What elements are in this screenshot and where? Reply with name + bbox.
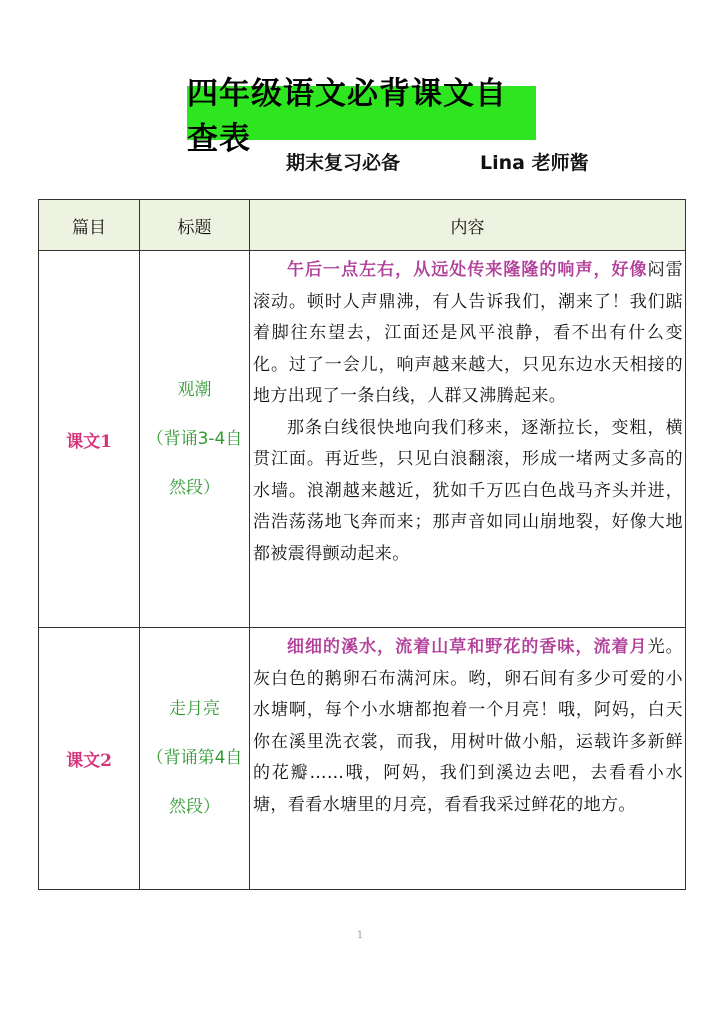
content-paragraph xyxy=(253,632,683,821)
content-paragraph xyxy=(253,255,683,413)
row-content xyxy=(250,628,686,890)
highlight-text: 午后一点左右，从远处传来隆隆的响声，好像 xyxy=(287,260,648,280)
subtitle-bar xyxy=(0,148,720,178)
row-label: 课文1 xyxy=(39,251,140,628)
row-title-line: 然段） xyxy=(169,797,220,817)
highlight-text: 细细的溪水，流着山草和野花的香味，流着月 xyxy=(287,637,648,657)
row-title-line: （背诵第4自 xyxy=(146,748,243,768)
header-section: 篇目 xyxy=(39,200,140,251)
table-row xyxy=(39,628,686,890)
recitation-table xyxy=(38,199,686,890)
table-header-row xyxy=(39,200,686,251)
subtitle-author: Lina 老师酱 xyxy=(480,152,589,174)
row-title xyxy=(140,251,250,628)
table-row xyxy=(39,251,686,628)
content-paragraph: 那条白线很快地向我们移来，逐渐拉长，变粗，横贯江面。再近些，只见白浪翻滚，形成一堵两丈多高的水墙。浪潮越来越近，犹如千万匹白色战马齐头并进，浩浩荡荡地飞奔而来；那声音如同山崩地裂，好像大地都被震得颤动起来。 xyxy=(253,417,683,564)
row-title-line: 走月亮 xyxy=(169,699,220,719)
row-title xyxy=(140,628,250,890)
row-title-line: 观潮 xyxy=(177,379,212,400)
body-text: 闷雷滚动。顿时人声鼎沸，有人告诉我们，潮来了！我们踮着脚往东望去，江面还是风平浪静，看不出有什么变化。过了一会儿，响声越来越大，只见东边水天相接的地方出现了一条白线，人群又沸腾起来。 xyxy=(253,260,683,406)
header-title: 标题 xyxy=(140,200,250,251)
row-title-line: （背诵3-4自 xyxy=(146,428,243,449)
row-label: 课文2 xyxy=(39,628,140,890)
title-banner xyxy=(187,76,536,157)
body-text: 光。灰白色的鹅卵石布满河床。哟，卵石间有多少可爱的小水塘啊，每个小水塘都抱着一个月亮！哦，阿妈，白天你在溪里洗衣裳，而我，用树叶做小船，运载许多新鲜的花瓣……哦，阿妈，我们到溪边去吧，去看看小水塘，看看水塘里的月亮，看看我采过鲜花的地方。 xyxy=(253,637,683,815)
page-title: 四年级语文必背课文自查表 xyxy=(187,76,507,157)
row-title-line: 然段） xyxy=(169,477,220,498)
row-content xyxy=(250,251,686,628)
subtitle-left: 期末复习必备 xyxy=(286,152,401,174)
page-number: 1 xyxy=(356,930,364,941)
header-content: 内容 xyxy=(250,200,686,251)
